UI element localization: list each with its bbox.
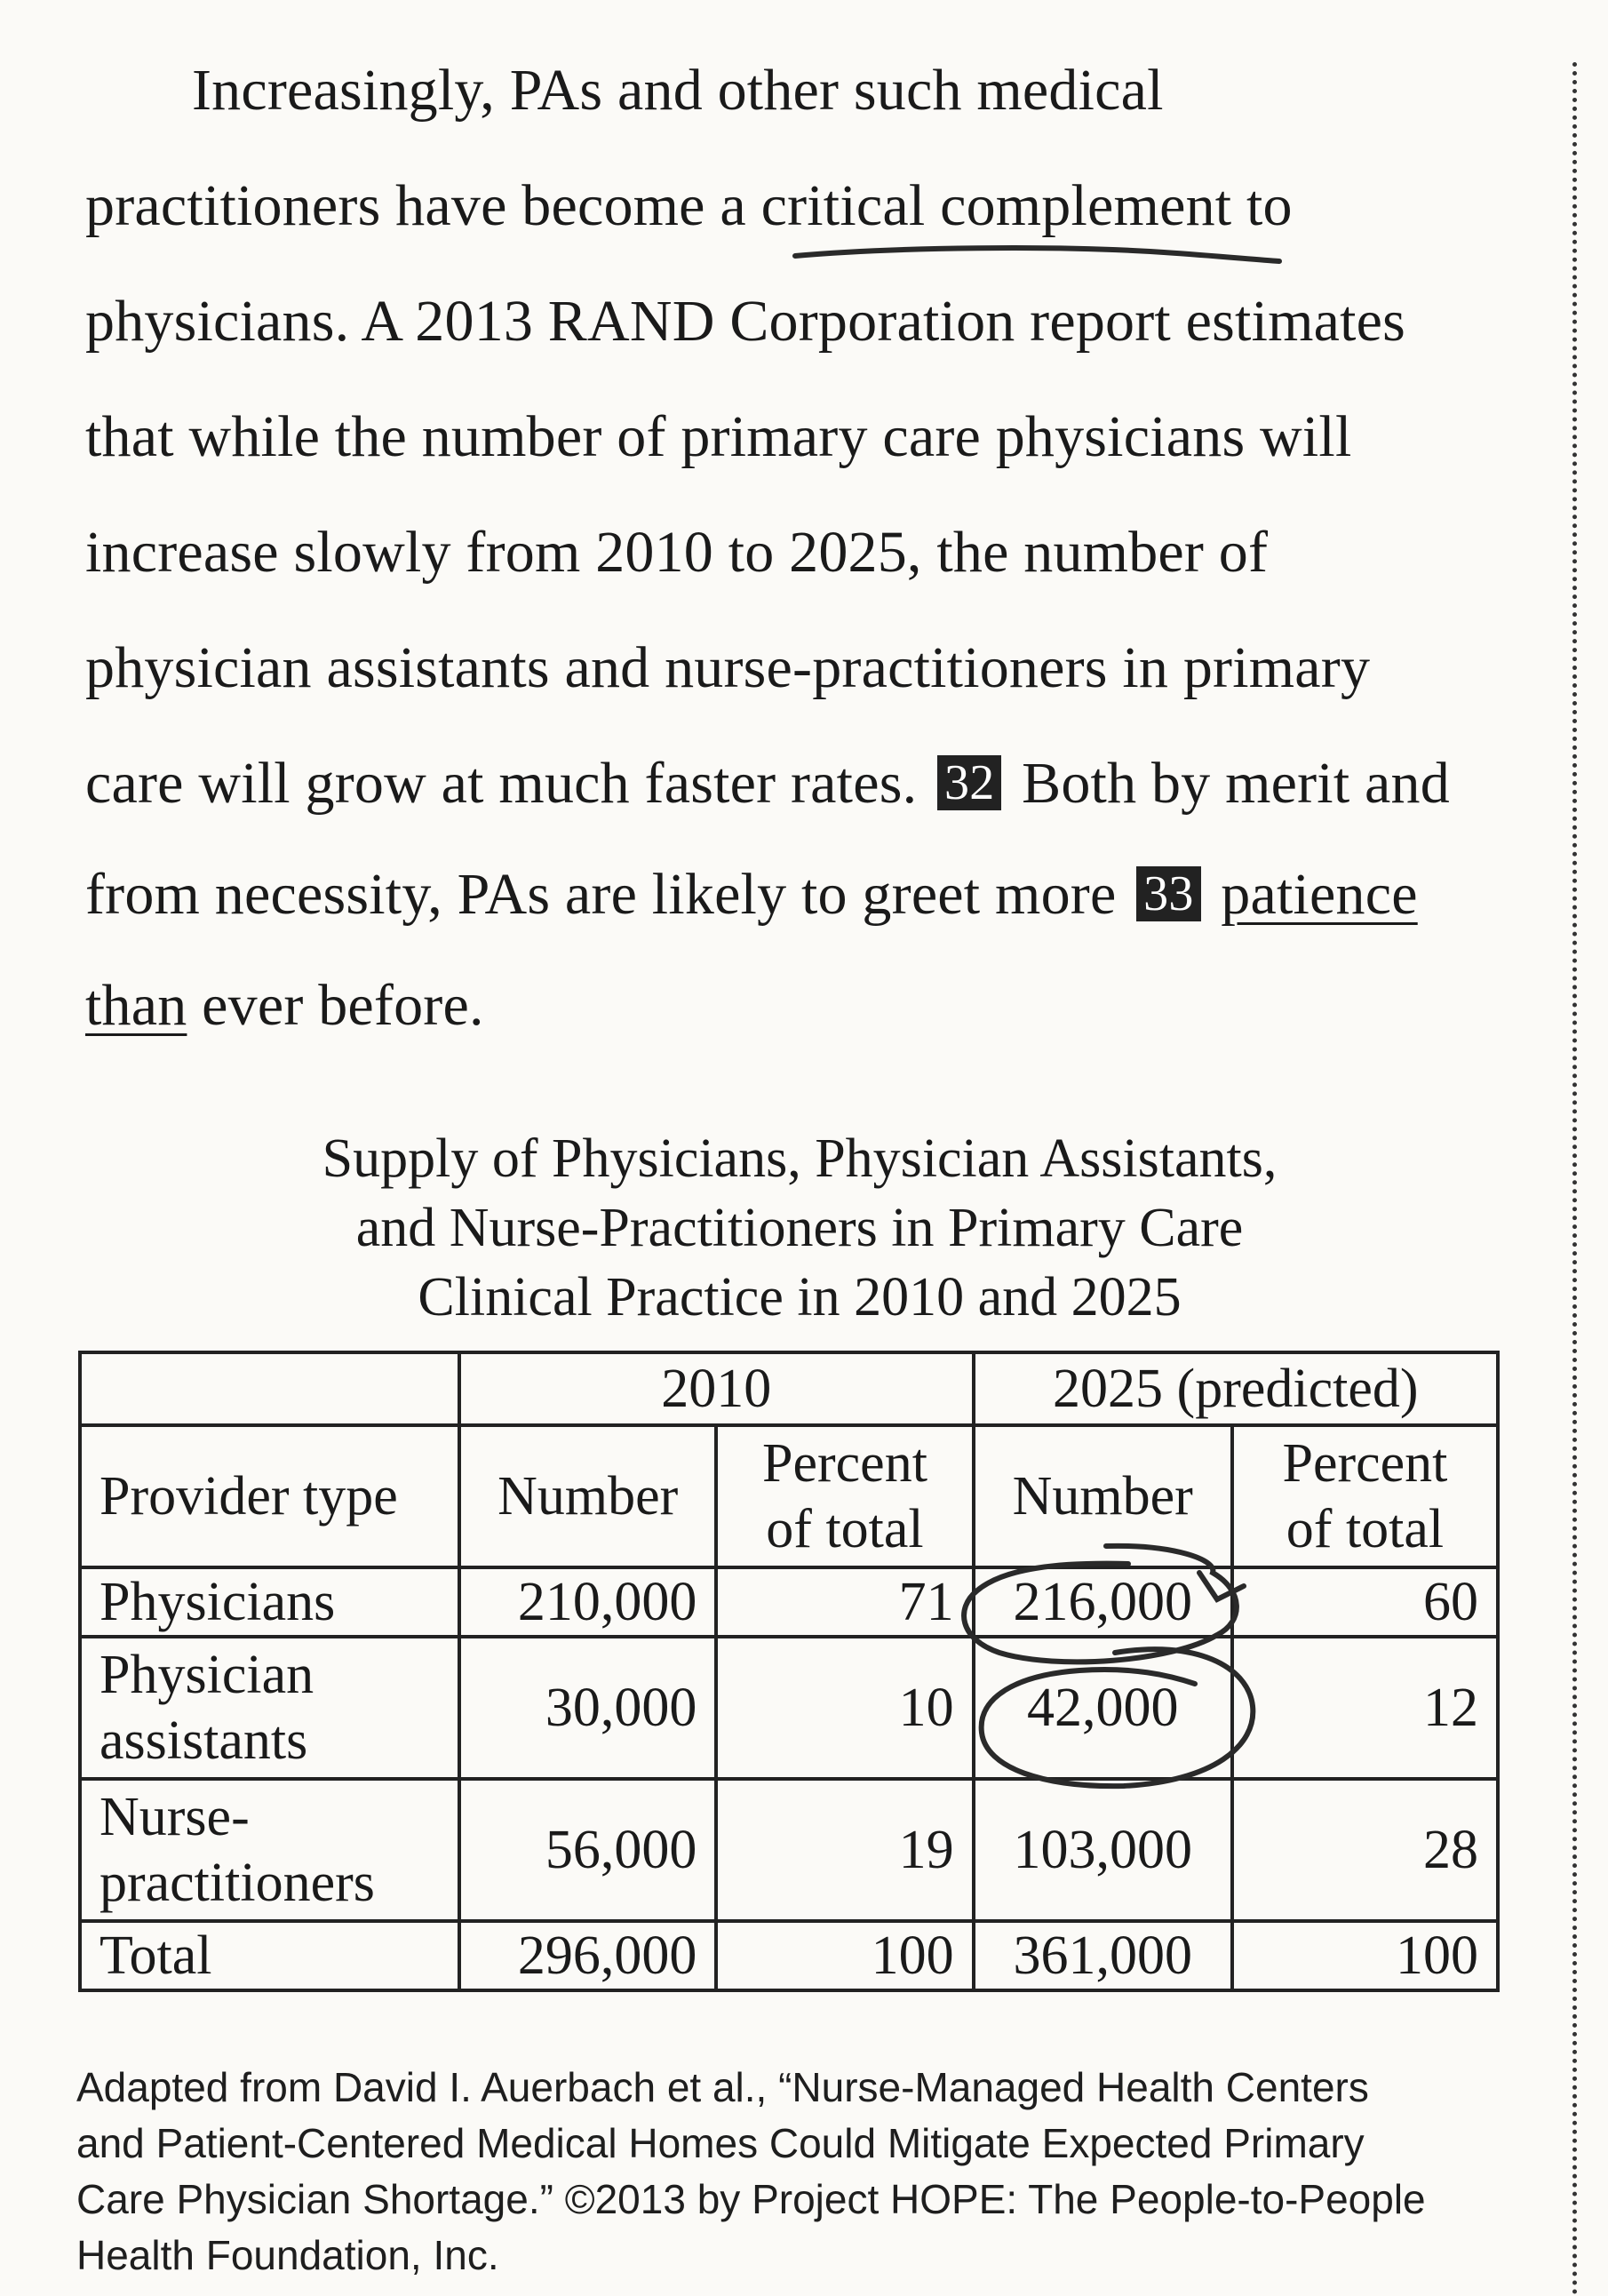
row-label-total: Total	[80, 1921, 459, 1990]
table-title-line-1: Supply of Physicians, Physician Assistants,	[322, 1128, 1278, 1189]
table-title-line-3: Clinical Practice in 2010 and 2025	[418, 1267, 1182, 1327]
underlined-word-than: than	[85, 973, 187, 1038]
table-corner-cell	[80, 1352, 459, 1425]
supply-table	[78, 1351, 1500, 1992]
col-header-percent-2010	[716, 1425, 973, 1567]
pen-underline-critical-complement	[791, 240, 1288, 275]
cell-number-2025: 361,000	[974, 1921, 1232, 1990]
col-header-number-2025: Number	[974, 1425, 1232, 1567]
question-33-marker[interactable]: 33	[1136, 866, 1200, 921]
col-header-number-2010: Number	[459, 1425, 716, 1567]
col-header-percent-2010-line-2: of total	[766, 1499, 924, 1559]
table-row	[80, 1779, 1498, 1921]
table-row	[80, 1567, 1498, 1637]
row-label-physicians: Physicians	[80, 1567, 459, 1637]
passage-line-9	[85, 970, 484, 1041]
col-header-percent-2025	[1232, 1425, 1498, 1567]
table-column-header-row	[80, 1425, 1498, 1567]
cell-number-2025: 216,000	[974, 1567, 1232, 1637]
source-note-line-4: Health Foundation, Inc.	[76, 2232, 499, 2278]
col-header-percent-2025-line-1: Percent	[1282, 1433, 1448, 1494]
table-group-header-row	[80, 1352, 1498, 1425]
table-row	[80, 1637, 1498, 1779]
col-header-percent-2025-line-2: of total	[1286, 1499, 1445, 1559]
row-label-nurse-practitioners	[80, 1779, 459, 1921]
passage-line-7-text-after: Both by merit and	[1022, 751, 1450, 816]
passage-line-3: physicians. A 2013 RAND Corporation report estimates	[85, 289, 1406, 354]
source-note	[76, 2060, 1498, 2284]
table-row	[80, 1921, 1498, 1990]
question-32-marker[interactable]: 32	[937, 755, 1001, 810]
row-label-line-2: assistants	[100, 1710, 308, 1771]
cell-number-2010: 56,000	[459, 1779, 716, 1921]
cell-number-2025: 103,000	[974, 1779, 1232, 1921]
passage-line-7	[85, 748, 1450, 819]
cell-percent-2025: 12	[1232, 1637, 1498, 1779]
underlined-word-patience: patience	[1221, 862, 1418, 927]
source-note-line-3: Care Physician Shortage.” ©2013 by Project HOPE: The People-to-People	[76, 2176, 1426, 2222]
cell-percent-2025: 28	[1232, 1779, 1498, 1921]
passage-line-9-text-after: ever before.	[202, 973, 484, 1038]
passage-line-1: Increasingly, PAs and other such medical	[192, 58, 1164, 123]
passage-line-2: practitioners have become a critical complement to	[85, 173, 1293, 238]
row-label-line-1: Physician	[100, 1645, 314, 1705]
passage-line-8	[85, 859, 1418, 930]
passage-line-7-text-before: care will grow at much faster rates.	[85, 751, 918, 816]
cell-number-2025: 42,000	[974, 1637, 1232, 1779]
passage-line-8-text-before: from necessity, PAs are likely to greet more	[85, 862, 1117, 927]
cell-percent-2010: 19	[716, 1779, 973, 1921]
passage-line-5: increase slowly from 2010 to 2025, the number of	[85, 520, 1269, 585]
group-header-2025: 2025 (predicted)	[974, 1352, 1498, 1425]
cell-percent-2025: 100	[1232, 1921, 1498, 1990]
passage-line-4: that while the number of primary care physicians will	[85, 404, 1352, 469]
table-title-line-2: and Nurse-Practitioners in Primary Care	[355, 1198, 1244, 1258]
cell-number-2010: 30,000	[459, 1637, 716, 1779]
col-header-percent-2010-line-1: Percent	[762, 1433, 927, 1494]
row-label-physician-assistants	[80, 1637, 459, 1779]
margin-dotted-line	[1572, 62, 1577, 2296]
cell-percent-2025: 60	[1232, 1567, 1498, 1637]
row-label-line-2: practitioners	[100, 1853, 375, 1913]
cell-number-2010: 296,000	[459, 1921, 716, 1990]
cell-percent-2010: 10	[716, 1637, 973, 1779]
row-label-line-1: Nurse-	[100, 1787, 250, 1847]
source-note-line-1: Adapted from David I. Auerbach et al., “Nurse-Managed Health Centers	[76, 2064, 1369, 2110]
passage-line-6: physician assistants and nurse-practitioners in primary	[85, 635, 1371, 700]
cell-percent-2010: 71	[716, 1567, 973, 1637]
group-header-2010: 2010	[459, 1352, 974, 1425]
cell-number-2010: 210,000	[459, 1567, 716, 1637]
cell-percent-2010: 100	[716, 1921, 973, 1990]
col-header-provider-type: Provider type	[80, 1425, 459, 1567]
source-note-line-2: and Patient-Centered Medical Homes Could Mitigate Expected Primary	[76, 2120, 1365, 2166]
table-title	[178, 1124, 1421, 1332]
